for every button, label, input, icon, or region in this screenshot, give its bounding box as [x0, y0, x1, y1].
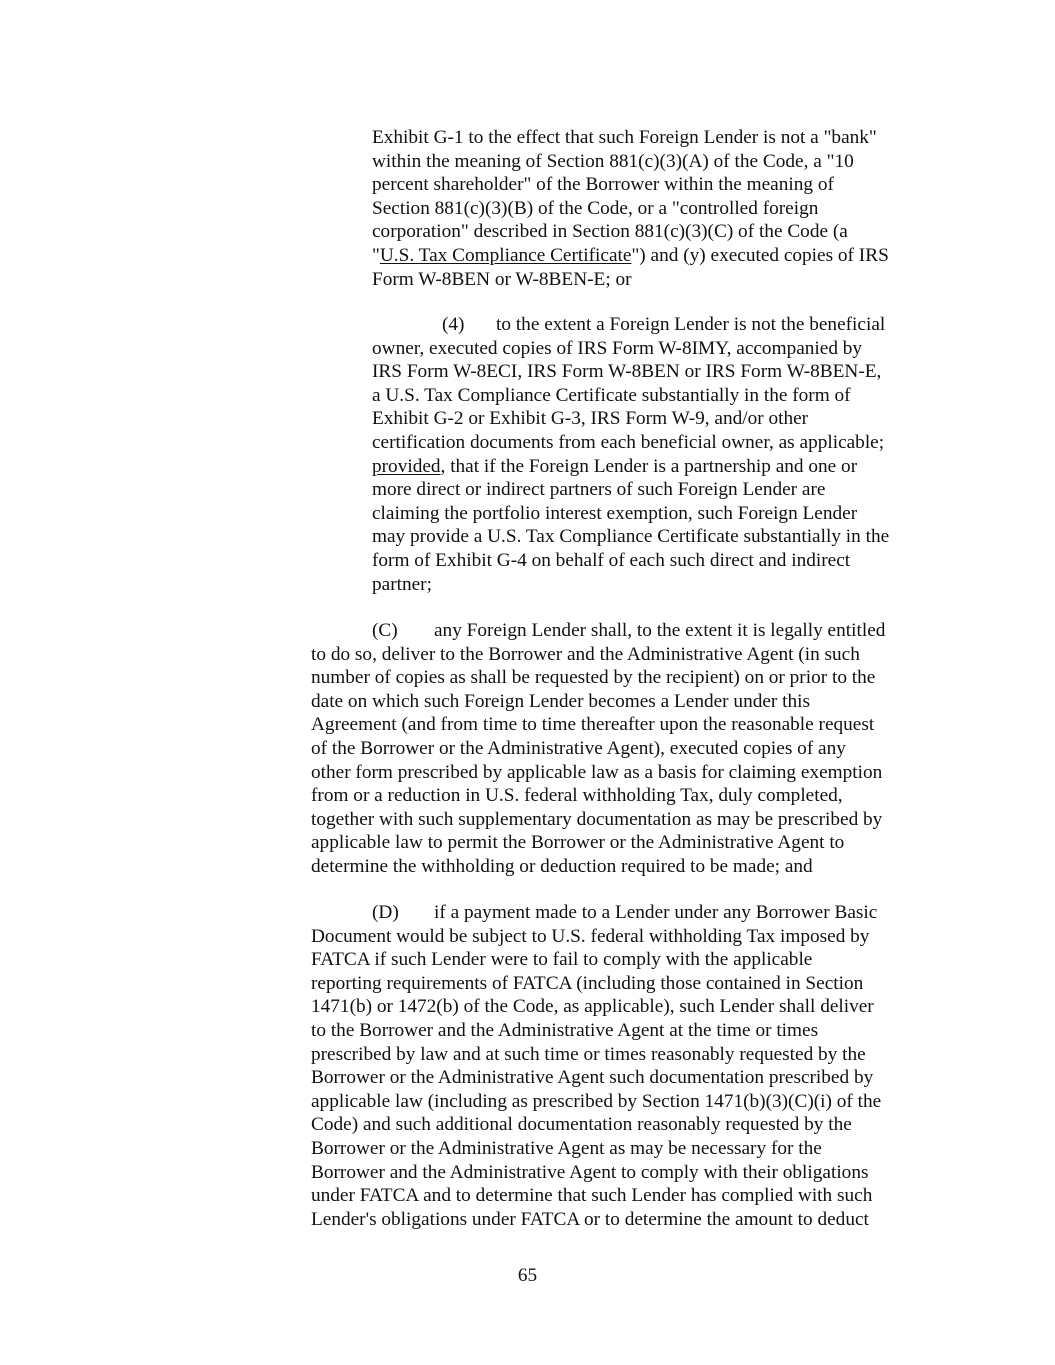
text-line: Form W-8BEN or W-8BEN-E; or	[372, 268, 632, 290]
text-line: number of copies as shall be requested by the recipient) on or prior to the	[311, 667, 876, 689]
page-number: 65	[517, 1265, 538, 1286]
item-label: (4)	[442, 314, 465, 335]
text-line: other form prescribed by applicable law as a basis for claiming exemption	[311, 761, 883, 783]
text-line	[372, 313, 889, 337]
item-label: (D)	[372, 902, 399, 923]
defined-term-us-tax-compliance-certificate: U.S. Tax Compliance Certificate	[379, 244, 632, 266]
text-line: percent shareholder" of the Borrower within the meaning of	[372, 174, 834, 196]
text-line: claiming the portfolio interest exemption, such Foreign Lender	[372, 502, 858, 524]
paragraph-item-3-continuation	[372, 126, 889, 291]
text-line: form of Exhibit G-4 on behalf of each such direct and indirect	[372, 549, 851, 571]
text-line: Document would be subject to U.S. federal withholding Tax imposed by	[311, 925, 870, 947]
text-line: applicable law (including as prescribed by Section 1471(b)(3)(C)(i) of the	[311, 1090, 882, 1112]
text-line: from or a reduction in U.S. federal withholding Tax, duly completed,	[311, 785, 843, 807]
provided-term: provided	[372, 455, 441, 477]
text-line: corporation" described in Section 881(c)(3)(C) of the Code (a	[372, 221, 848, 243]
text-line: Code) and such additional documentation reasonably requested by the	[311, 1114, 852, 1136]
text-line: Agreement (and from time to time thereafter upon the reasonable request	[311, 714, 875, 736]
text-line: a U.S. Tax Compliance Certificate substantially in the form of	[372, 384, 851, 406]
text-line: together with such supplementary documentation as may be prescribed by	[311, 808, 883, 830]
text-fragment: ") and (y) executed copies of IRS	[631, 244, 889, 266]
text-line	[372, 244, 889, 268]
text-line: more direct or indirect partners of such Foreign Lender are	[372, 479, 826, 501]
text-line: determine the withholding or deduction required to be made; and	[311, 855, 813, 877]
text-line: IRS Form W-8ECI, IRS Form W-8BEN or IRS Form W-8BEN-E,	[372, 361, 882, 383]
paragraph-item-d	[311, 901, 881, 1231]
text-line: to do so, deliver to the Borrower and the Administrative Agent (in such	[311, 643, 860, 665]
text-line: Exhibit G-1 to the effect that such Foreign Lender is not a "bank"	[372, 127, 877, 148]
text-line	[311, 619, 885, 643]
text-line: Borrower and the Administrative Agent to comply with their obligations	[311, 1161, 869, 1183]
text-line: may provide a U.S. Tax Compliance Certificate substantially in the	[372, 526, 890, 548]
text-fragment: to the extent a Foreign Lender is not the beneficial	[496, 314, 886, 335]
text-line	[372, 455, 889, 479]
text-line: Exhibit G-2 or Exhibit G-3, IRS Form W-9, and/or other	[372, 408, 809, 430]
text-line: within the meaning of Section 881(c)(3)(A) of the Code, a "10	[372, 150, 854, 172]
item-label: (C)	[372, 620, 398, 641]
paragraph-item-c	[311, 619, 885, 879]
text-line: of the Borrower or the Administrative Agent), executed copies of any	[311, 737, 846, 759]
text-fragment: any Foreign Lender shall, to the extent it is legally entitled	[434, 620, 886, 641]
text-line: 1471(b) or 1472(b) of the Code, as applicable), such Lender shall deliver	[311, 996, 874, 1018]
text-line: Borrower or the Administrative Agent as may be necessary for the	[311, 1137, 822, 1159]
quote-open: "	[372, 244, 380, 266]
text-line: under FATCA and to determine that such Lender has complied with such	[311, 1185, 873, 1207]
text-line: certification documents from each beneficial owner, as applicable;	[372, 431, 885, 453]
text-line: date on which such Foreign Lender becomes a Lender under this	[311, 690, 811, 712]
text-fragment: , that if the Foreign Lender is a partnership and one or	[440, 455, 858, 477]
text-line: prescribed by law and at such time or times reasonably requested by the	[311, 1043, 866, 1065]
text-line: Section 881(c)(3)(B) of the Code, or a "controlled foreign	[372, 197, 819, 219]
text-line: partner;	[372, 573, 432, 595]
text-line: FATCA if such Lender were to fail to comply with the applicable	[311, 949, 813, 971]
text-line: applicable law to permit the Borrower or the Administrative Agent to	[311, 832, 845, 854]
text-fragment: if a payment made to a Lender under any Borrower Basic	[434, 902, 878, 923]
paragraph-item-4	[372, 313, 889, 596]
text-line: reporting requirements of FATCA (including those contained in Section	[311, 972, 864, 994]
text-line: owner, executed copies of IRS Form W-8IMY, accompanied by	[372, 337, 863, 359]
text-line: to the Borrower and the Administrative Agent at the time or times	[311, 1019, 819, 1041]
text-line: Lender's obligations under FATCA or to determine the amount to deduct	[311, 1208, 869, 1230]
text-line	[311, 901, 881, 925]
text-line: Borrower or the Administrative Agent such documentation prescribed by	[311, 1067, 874, 1089]
